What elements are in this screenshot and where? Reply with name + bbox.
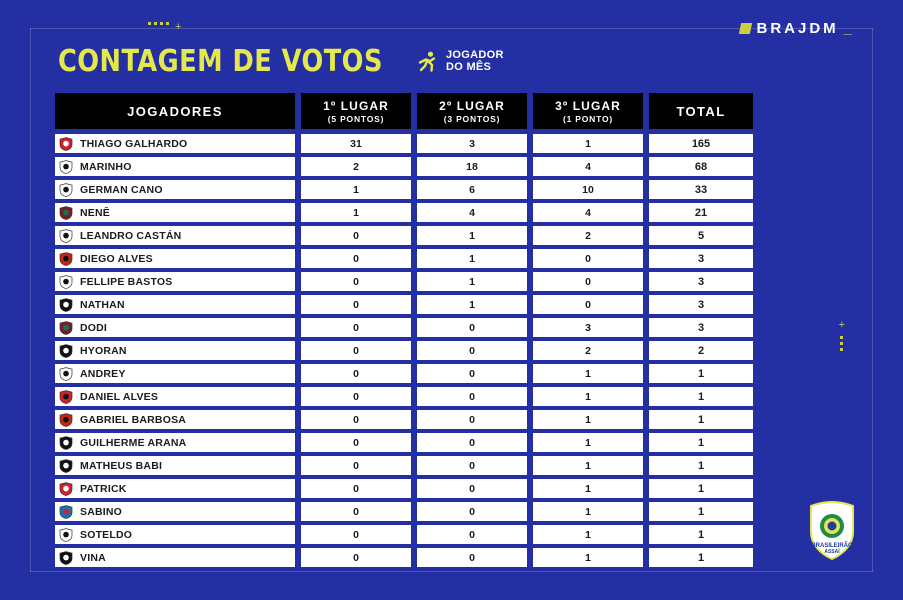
third-place-cell: 0: [533, 249, 643, 268]
total-cell: 68: [649, 157, 753, 176]
second-place-cell: 4: [417, 203, 527, 222]
total-cell: 33: [649, 180, 753, 199]
second-place-cell: 0: [417, 318, 527, 337]
page-title: CONTAGEM DE VOTOS: [58, 44, 383, 79]
brand-logo: [740, 20, 855, 37]
ceara-crest: [59, 551, 73, 565]
player-name: SOTELDO: [80, 528, 133, 541]
player-cell: [55, 387, 295, 406]
second-place-cell: 0: [417, 410, 527, 429]
table-row: [55, 502, 848, 521]
atletico-mg-crest: [59, 436, 73, 450]
total-cell: 165: [649, 134, 753, 153]
first-place-cell: 0: [301, 525, 411, 544]
player-name: MATHEUS BABI: [80, 459, 163, 472]
column-header-third-place-label: 3º LUGAR: [555, 98, 621, 113]
total-cell: 21: [649, 203, 753, 222]
plus-mark-right-icon: +: [838, 319, 845, 331]
first-place-cell: 1: [301, 203, 411, 222]
player-name: HYORAN: [80, 344, 127, 357]
frame-right-line: [872, 28, 873, 572]
third-place-cell: 1: [533, 479, 643, 498]
table-row: [55, 548, 848, 567]
player-name: VINA: [80, 551, 106, 564]
first-place-cell: 0: [301, 456, 411, 475]
player-cell: [55, 134, 295, 153]
second-place-cell: 1: [417, 249, 527, 268]
total-cell: 1: [649, 548, 753, 567]
first-place-cell: 0: [301, 479, 411, 498]
table-row: [55, 318, 848, 337]
second-place-cell: 0: [417, 387, 527, 406]
atletico-mg-crest: [59, 344, 73, 358]
first-place-cell: 0: [301, 226, 411, 245]
player-cell: [55, 433, 295, 452]
table-row: [55, 295, 848, 314]
total-cell: 2: [649, 341, 753, 360]
player-cell: [55, 548, 295, 567]
player-name: NATHAN: [80, 298, 125, 311]
table-row: [55, 157, 848, 176]
flamengo-crest: [59, 252, 73, 266]
total-cell: 1: [649, 433, 753, 452]
player-name: LEANDRO CASTÁN: [80, 229, 182, 242]
third-place-cell: 0: [533, 272, 643, 291]
table-header-row: [55, 93, 848, 129]
table-row: [55, 456, 848, 475]
third-place-cell: 1: [533, 364, 643, 383]
vasco-crest: [59, 367, 73, 381]
total-cell: 3: [649, 249, 753, 268]
total-cell: 3: [649, 272, 753, 291]
total-cell: 1: [649, 479, 753, 498]
brasileirao-assai-logo: [805, 500, 859, 562]
table-row: [55, 433, 848, 452]
second-place-cell: 0: [417, 456, 527, 475]
table-row: [55, 226, 848, 245]
first-place-cell: 0: [301, 548, 411, 567]
player-name: DODI: [80, 321, 108, 334]
player-name: GABRIEL BARBOSA: [80, 413, 187, 426]
second-place-cell: 0: [417, 479, 527, 498]
second-place-cell: 0: [417, 364, 527, 383]
third-place-cell: 1: [533, 456, 643, 475]
third-place-cell: 1: [533, 433, 643, 452]
frame-bottom-line: [30, 571, 873, 572]
column-header-players: JOGADORES: [55, 93, 295, 129]
table-row: [55, 525, 848, 544]
third-place-cell: 1: [533, 134, 643, 153]
brand-text: BRAJDM: [756, 20, 839, 37]
player-cell: [55, 318, 295, 337]
player-name: DIEGO ALVES: [80, 252, 153, 265]
second-place-cell: 6: [417, 180, 527, 199]
table-row: [55, 272, 848, 291]
third-place-cell: 10: [533, 180, 643, 199]
running-player-icon: [414, 49, 440, 75]
third-place-cell: 3: [533, 318, 643, 337]
player-cell: [55, 249, 295, 268]
total-cell: 5: [649, 226, 753, 245]
table-row: [55, 387, 848, 406]
player-name: PATRICK: [80, 482, 127, 495]
first-place-cell: 0: [301, 341, 411, 360]
vasco-crest: [59, 183, 73, 197]
badge-text: [446, 50, 504, 74]
third-place-cell: 1: [533, 387, 643, 406]
player-cell: [55, 364, 295, 383]
player-cell: [55, 272, 295, 291]
decorative-dots-icon: [148, 22, 169, 25]
internacional-crest: [59, 482, 73, 496]
player-name: ANDREY: [80, 367, 126, 380]
player-name: MARINHO: [80, 160, 132, 173]
second-place-cell: 0: [417, 502, 527, 521]
total-cell: 1: [649, 410, 753, 429]
santos-crest: [59, 160, 73, 174]
second-place-cell: 0: [417, 525, 527, 544]
player-name: GERMAN CANO: [80, 183, 163, 196]
third-place-cell: 0: [533, 295, 643, 314]
vasco-crest: [59, 275, 73, 289]
second-place-cell: 1: [417, 272, 527, 291]
player-of-month-badge: [414, 49, 504, 75]
player-name: THIAGO GALHARDO: [80, 137, 188, 150]
third-place-cell: 2: [533, 341, 643, 360]
fluminense-crest: [59, 206, 73, 220]
player-name: DANIEL ALVES: [80, 390, 159, 403]
second-place-cell: 18: [417, 157, 527, 176]
table-row: [55, 134, 848, 153]
total-cell: 1: [649, 456, 753, 475]
first-place-cell: 0: [301, 502, 411, 521]
column-header-third-place-points: (1 PONTO): [562, 113, 614, 124]
player-cell: [55, 456, 295, 475]
third-place-cell: 4: [533, 157, 643, 176]
total-cell: 1: [649, 387, 753, 406]
total-cell: 1: [649, 364, 753, 383]
plus-mark-top-icon: +: [175, 21, 182, 33]
botafogo-crest: [59, 459, 73, 473]
column-header-total: TOTAL: [649, 93, 753, 129]
third-place-cell: 1: [533, 410, 643, 429]
column-header-second-place-label: 2º LUGAR: [439, 98, 505, 113]
third-place-cell: 2: [533, 226, 643, 245]
vasco-crest: [59, 229, 73, 243]
column-header-second-place: [417, 93, 527, 129]
total-cell: 3: [649, 318, 753, 337]
player-name: NENÊ: [80, 206, 110, 219]
player-cell: [55, 295, 295, 314]
player-cell: [55, 203, 295, 222]
player-cell: [55, 502, 295, 521]
first-place-cell: 0: [301, 249, 411, 268]
player-name: SABINO: [80, 505, 123, 518]
first-place-cell: 1: [301, 180, 411, 199]
column-header-third-place: [533, 93, 643, 129]
santos-crest: [59, 528, 73, 542]
player-cell: [55, 180, 295, 199]
second-place-cell: 0: [417, 341, 527, 360]
total-cell: 1: [649, 525, 753, 544]
first-place-cell: 0: [301, 364, 411, 383]
player-cell: [55, 157, 295, 176]
third-place-cell: 1: [533, 548, 643, 567]
sao-paulo-crest: [59, 390, 73, 404]
second-place-cell: 0: [417, 548, 527, 567]
player-cell: [55, 341, 295, 360]
table-row: [55, 341, 848, 360]
table-row: [55, 479, 848, 498]
third-place-cell: 1: [533, 502, 643, 521]
fluminense-crest: [59, 321, 73, 335]
bahia-crest: [59, 505, 73, 519]
table-row: [55, 410, 848, 429]
first-place-cell: 0: [301, 318, 411, 337]
player-cell: [55, 525, 295, 544]
player-name: GUILHERME ARANA: [80, 436, 187, 449]
column-header-second-place-points: (3 PONTOS): [443, 113, 501, 124]
first-place-cell: 0: [301, 295, 411, 314]
badge-line2: DO MÊS: [446, 60, 492, 73]
table-row: [55, 364, 848, 383]
second-place-cell: 1: [417, 226, 527, 245]
player-cell: [55, 479, 295, 498]
player-name: FELLIPE BASTOS: [80, 275, 173, 288]
column-header-first-place: [301, 93, 411, 129]
player-cell: [55, 226, 295, 245]
badge-line1: JOGADOR: [446, 48, 504, 61]
internacional-crest: [59, 137, 73, 151]
svg-text:ASSAÍ: ASSAÍ: [824, 549, 840, 555]
table-row: [55, 180, 848, 199]
first-place-cell: 0: [301, 410, 411, 429]
svg-text:BRASILEIRÃO: BRASILEIRÃO: [811, 543, 853, 549]
table-row: [55, 203, 848, 222]
total-cell: 3: [649, 295, 753, 314]
flamengo-crest: [59, 413, 73, 427]
second-place-cell: 3: [417, 134, 527, 153]
column-header-first-place-label: 1º LUGAR: [323, 98, 389, 113]
table-row: [55, 249, 848, 268]
player-cell: [55, 410, 295, 429]
votes-table: [55, 93, 848, 567]
brand-square-icon: [739, 23, 752, 34]
third-place-cell: 1: [533, 525, 643, 544]
title-row: [58, 44, 504, 79]
first-place-cell: 0: [301, 387, 411, 406]
column-header-first-place-points: (5 PONTOS): [327, 113, 385, 124]
second-place-cell: 1: [417, 295, 527, 314]
atletico-mg-crest: [59, 298, 73, 312]
first-place-cell: 0: [301, 272, 411, 291]
third-place-cell: 4: [533, 203, 643, 222]
brand-cursor-icon: _: [843, 20, 855, 37]
frame-left-line: [30, 28, 31, 572]
first-place-cell: 2: [301, 157, 411, 176]
first-place-cell: 31: [301, 134, 411, 153]
first-place-cell: 0: [301, 433, 411, 452]
total-cell: 1: [649, 502, 753, 521]
table-body: [55, 134, 848, 567]
second-place-cell: 0: [417, 433, 527, 452]
